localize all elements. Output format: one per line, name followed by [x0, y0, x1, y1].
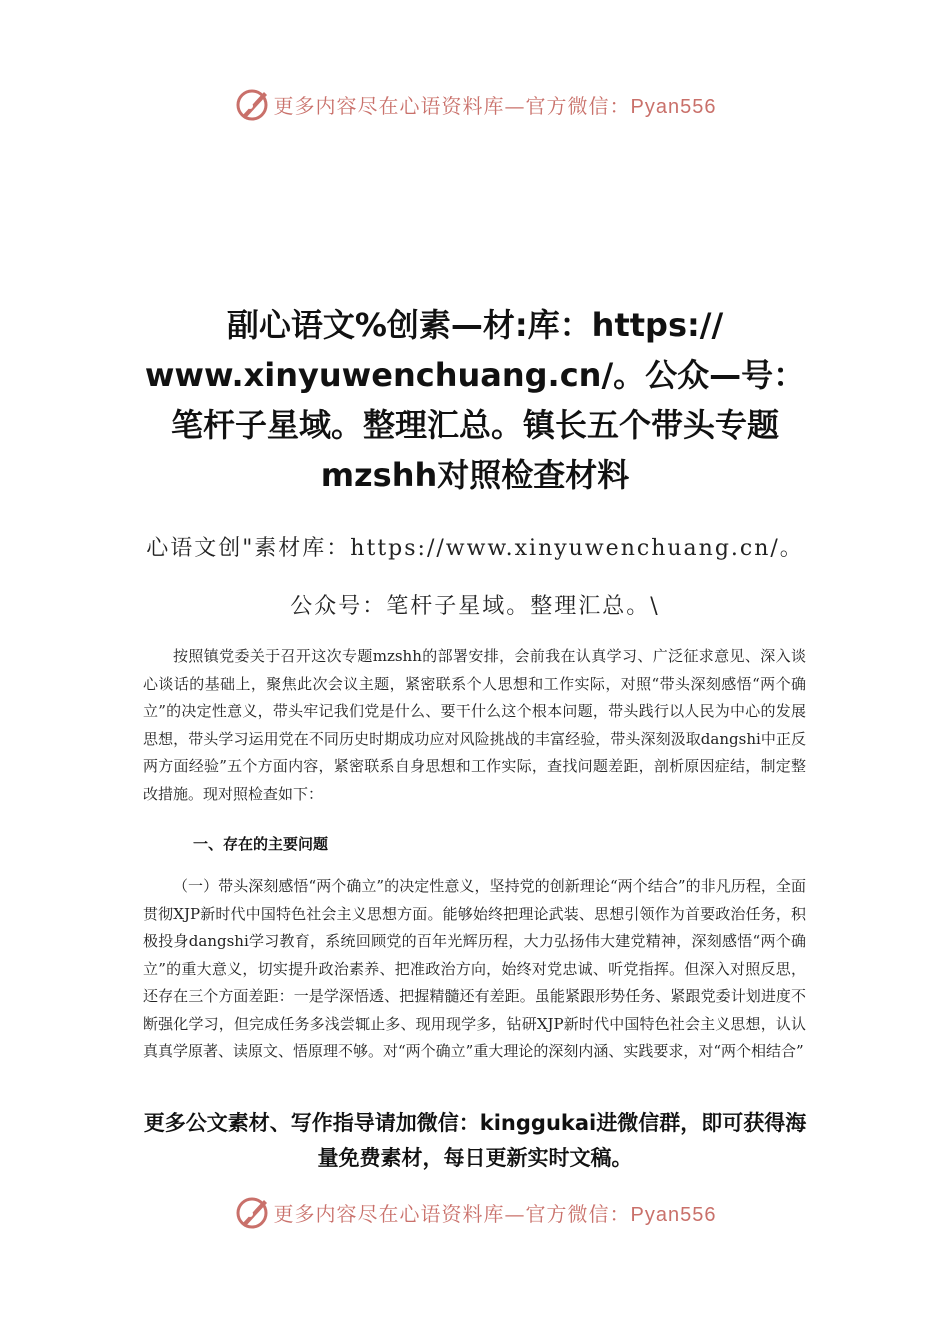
pen-logo-icon [234, 86, 270, 122]
document-subtitle: 心语文创"素材库：https://www.xinyuwenchuang.cn/。公众号：笔杆子星域。整理汇总。\ [146, 536, 804, 619]
footer-watermark [0, 1190, 950, 1234]
header-watermark [0, 82, 950, 126]
watermark-text: 更多内容尽在心语资料库—官方微信：Pyan556 [273, 1201, 717, 1226]
watermark-wechat-id: Pyan556 [630, 95, 717, 118]
document-title: 副心语文%创素—材:库：https:// www.xinyuwenchuang.cn/。公众—号：笔杆子星域。整理汇总。镇长五个带头专题mzshh对照检查材料 [144, 306, 806, 494]
pen-logo-icon [234, 1194, 270, 1230]
watermark-wechat-id: Pyan556 [630, 1203, 717, 1226]
watermark-text: 更多内容尽在心语资料库—官方微信：Pyan556 [273, 93, 717, 118]
section-heading: 一、存在的主要问题 [193, 835, 329, 853]
promo-text: 更多公文素材、写作指导请加微信：kinggukai进微信群，即可获得海量免费素材，每日更新实时文稿。 [143, 1111, 807, 1170]
intro-paragraph: 按照镇党委关于召开这次专题mzshh的部署安排，会前我在认真学习、广泛征求意见、深入谈心谈话的基础上，聚焦此次会议主题，紧密联系个人思想和工作实际，对照“带头深刻感悟“两个确立”的决定性意义，带头牢记我们党是什么、要干什么这个根本问题，带头践行以人民为中心的发展思想，带头学习运用党在不同历史时期成功应对风险挑战的丰富经验，带头深刻汲取dangshi中正反两方面经验”五个方面内容，紧密联系自身思想和工作实际，查找问题差距，剖析原因症结，制定整改措施。现对照检查如下： [143, 647, 806, 803]
section-paragraph: （一）带头深刻感悟“两个确立”的决定性意义，坚持党的创新理论“两个结合”的非凡历程，全面贯彻XJP新时代中国特色社会主义思想方面。能够始终把理论武装、思想引领作为首要政治任务，积极投身dangshi学习教育，系统回顾党的百年光辉历程，大力弘扬伟大建党精神，深刻感悟“两个确立”的重大意义，切实提升政治素养、把准政治方向，始终对党忠诚、听党指挥。但深入对照反思，还存在三个方面差距：一是学深悟透、把握精髓还有差距。虽能紧跟形势任务、紧跟党委计划进度不断强化学习，但完成任务多浅尝辄止多、现用现学多，钻研XJP新时代中国特色社会主义思想，认认真真学原著、读原文、悟原理不够。对“两个确立”重大理论的深刻内涵、实践要求，对“两个相结合” [143, 877, 806, 1060]
